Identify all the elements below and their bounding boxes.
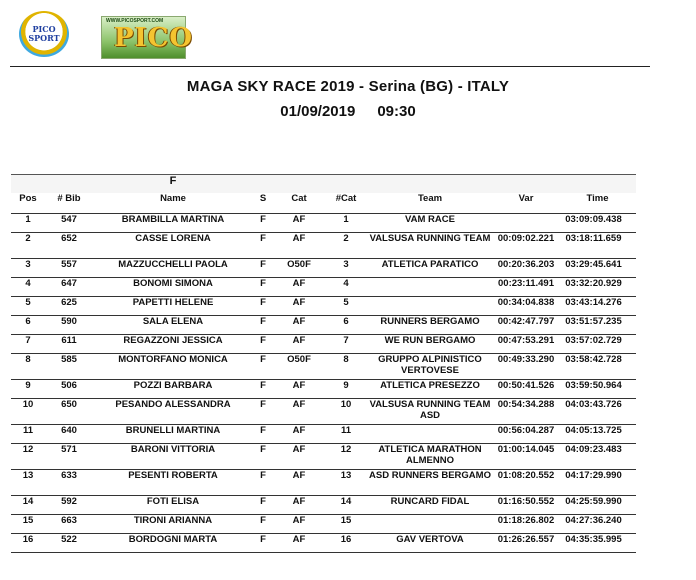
cell-name: BRAMBILLA MARTINA [93,214,253,233]
cell-cat: AF [273,534,325,553]
cell-sex: F [253,534,273,553]
cell-cat: AF [273,399,325,425]
cell-bib: 650 [45,399,93,425]
cell-catpos: 14 [325,496,367,515]
cell-sex: F [253,278,273,297]
cell-pos: 16 [11,534,45,553]
cell-catpos: 6 [325,316,367,335]
cell-var: 00:49:33.290 [493,354,559,380]
cell-team: GRUPPO ALPINISTICO VERTOVESE [367,354,493,380]
cell-pos: 2 [11,233,45,259]
cell-var: 00:34:04.838 [493,297,559,316]
cell-catpos: 5 [325,297,367,316]
cell-cat: AF [273,214,325,233]
table-row [11,316,636,335]
cell-sex: F [253,297,273,316]
cell-var: 00:56:04.287 [493,425,559,444]
table-row [11,278,636,297]
cell-cat: AF [273,425,325,444]
cell-pos: 7 [11,335,45,354]
cell-bib: 625 [45,297,93,316]
race-date: 01/09/2019 [280,103,356,120]
cell-pos: 4 [11,278,45,297]
cell-pos: 5 [11,297,45,316]
cell-name: PESENTI ROBERTA [93,470,253,496]
cell-name: PESANDO ALESSANDRA [93,399,253,425]
cell-team [367,425,493,444]
cell-sex: F [253,380,273,399]
cell-var: 01:16:50.552 [493,496,559,515]
cell-bib: 585 [45,354,93,380]
col-header-cat: Cat [273,193,325,214]
cell-bib: 590 [45,316,93,335]
cell-catpos: 11 [325,425,367,444]
cell-bib: 557 [45,259,93,278]
cell-cat: AF [273,380,325,399]
col-header-team: Team [367,193,493,214]
cell-name: TIRONI ARIANNA [93,515,253,534]
cell-var: 01:00:14.045 [493,444,559,470]
cell-var: 00:54:34.288 [493,399,559,425]
col-header-catpos: #Cat [325,193,367,214]
table-row [11,214,636,233]
cell-bib: 640 [45,425,93,444]
logo-big-text: PICO [114,23,194,53]
cell-name: SALA ELENA [93,316,253,335]
cell-name: CASSE LORENA [93,233,253,259]
cell-cat: O50F [273,354,325,380]
logo-small-text: WWW.PICOSPORT.COM [106,18,164,24]
cell-cat: AF [273,316,325,335]
cell-cat: AF [273,335,325,354]
cell-cat: AF [273,233,325,259]
cell-cat: AF [273,470,325,496]
cell-name: REGAZZONI JESSICA [93,335,253,354]
cell-cat: AF [273,278,325,297]
col-header-bib: # Bib [45,193,93,214]
cell-time: 04:27:36.240 [559,515,636,534]
cell-time: 04:09:23.483 [559,444,636,470]
cell-name: BARONI VITTORIA [93,444,253,470]
results-table [11,174,636,553]
cell-team: VAM RACE [367,214,493,233]
cell-var: 00:50:41.526 [493,380,559,399]
cell-time: 04:05:13.725 [559,425,636,444]
table-row [11,470,636,496]
picosport-round-logo [19,11,69,57]
cell-var: 01:18:26.802 [493,515,559,534]
cell-pos: 13 [11,470,45,496]
cell-team: RUNCARD FIDAL [367,496,493,515]
table-row [11,425,636,444]
cell-cat: O50F [273,259,325,278]
cell-catpos: 7 [325,335,367,354]
table-row [11,297,636,316]
cell-pos: 8 [11,354,45,380]
group-row [11,175,636,194]
cell-time: 03:29:45.641 [559,259,636,278]
cell-catpos: 3 [325,259,367,278]
cell-sex: F [253,496,273,515]
cell-catpos: 13 [325,470,367,496]
cell-sex: F [253,354,273,380]
cell-name: BONOMI SIMONA [93,278,253,297]
cell-bib: 652 [45,233,93,259]
col-header-sex: S [253,193,273,214]
col-header-pos: Pos [11,193,45,214]
cell-cat: AF [273,297,325,316]
cell-time: 03:18:11.659 [559,233,636,259]
col-header-var: Var [493,193,559,214]
cell-team [367,297,493,316]
table-row [11,354,636,380]
cell-name: PAPETTI HELENE [93,297,253,316]
cell-team [367,515,493,534]
cell-team: ATLETICA PARATICO [367,259,493,278]
cell-sex: F [253,470,273,496]
cell-sex: F [253,515,273,534]
cell-sex: F [253,335,273,354]
cell-sex: F [253,399,273,425]
cell-pos: 15 [11,515,45,534]
table-row [11,444,636,470]
cell-pos: 14 [11,496,45,515]
cell-name: FOTI ELISA [93,496,253,515]
cell-pos: 12 [11,444,45,470]
table-row [11,496,636,515]
cell-team: VALSUSA RUNNING TEAM [367,233,493,259]
table-header-row [11,193,636,214]
col-header-time: Time [559,193,636,214]
cell-catpos: 8 [325,354,367,380]
cell-catpos: 2 [325,233,367,259]
cell-catpos: 10 [325,399,367,425]
cell-time: 03:58:42.728 [559,354,636,380]
cell-sex: F [253,425,273,444]
cell-time: 03:51:57.235 [559,316,636,335]
cell-time: 04:03:43.726 [559,399,636,425]
table-row [11,259,636,278]
cell-time: 04:17:29.990 [559,470,636,496]
cell-bib: 547 [45,214,93,233]
race-time: 09:30 [377,103,416,120]
cell-time: 03:09:09.438 [559,214,636,233]
cell-name: MAZZUCCHELLI PAOLA [93,259,253,278]
cell-var: 00:20:36.203 [493,259,559,278]
cell-name: MONTORFANO MONICA [93,354,253,380]
cell-team: RUNNERS BERGAMO [367,316,493,335]
cell-var: 00:09:02.221 [493,233,559,259]
cell-team: GAV VERTOVA [367,534,493,553]
logo-text-line-2: SPORT [28,33,60,43]
cell-bib: 647 [45,278,93,297]
logo-text-line-1: PICO [32,24,56,34]
cell-cat: AF [273,496,325,515]
col-header-name: Name [93,193,253,214]
cell-bib: 522 [45,534,93,553]
cell-team: ASD RUNNERS BERGAMO [367,470,493,496]
cell-name: POZZI BARBARA [93,380,253,399]
cell-catpos: 9 [325,380,367,399]
cell-bib: 663 [45,515,93,534]
cell-time: 03:32:20.929 [559,278,636,297]
cell-var: 00:42:47.797 [493,316,559,335]
cell-catpos: 15 [325,515,367,534]
cell-pos: 9 [11,380,45,399]
cell-time: 03:59:50.964 [559,380,636,399]
cell-bib: 506 [45,380,93,399]
table-row [11,380,636,399]
cell-pos: 11 [11,425,45,444]
cell-pos: 10 [11,399,45,425]
table-row [11,399,636,425]
cell-team: VALSUSA RUNNING TEAM ASD [367,399,493,425]
group-label: F [93,175,253,194]
table-row [11,534,636,553]
cell-cat: AF [273,444,325,470]
cell-catpos: 4 [325,278,367,297]
cell-catpos: 12 [325,444,367,470]
cell-name: BORDOGNI MARTA [93,534,253,553]
cell-team: WE RUN BERGAMO [367,335,493,354]
cell-bib: 633 [45,470,93,496]
cell-time: 03:43:14.276 [559,297,636,316]
cell-pos: 6 [11,316,45,335]
cell-var [493,214,559,233]
cell-var: 00:47:53.291 [493,335,559,354]
race-datetime [0,103,696,120]
cell-catpos: 16 [325,534,367,553]
cell-team [367,278,493,297]
cell-time: 03:57:02.729 [559,335,636,354]
cell-var: 00:23:11.491 [493,278,559,297]
cell-var: 01:26:26.557 [493,534,559,553]
cell-var: 01:08:20.552 [493,470,559,496]
table-row [11,233,636,259]
cell-bib: 592 [45,496,93,515]
cell-time: 04:25:59.990 [559,496,636,515]
cell-catpos: 1 [325,214,367,233]
cell-name: BRUNELLI MARTINA [93,425,253,444]
table-row [11,335,636,354]
cell-sex: F [253,444,273,470]
cell-cat: AF [273,515,325,534]
cell-sex: F [253,259,273,278]
cell-pos: 3 [11,259,45,278]
table-row [11,515,636,534]
cell-sex: F [253,214,273,233]
header-divider [10,66,650,67]
cell-bib: 611 [45,335,93,354]
cell-sex: F [253,233,273,259]
pico-banner-logo [101,16,194,59]
cell-team: ATLETICA PRESEZZO [367,380,493,399]
cell-time: 04:35:35.995 [559,534,636,553]
cell-bib: 571 [45,444,93,470]
cell-team: ATLETICA MARATHON ALMENNO [367,444,493,470]
cell-pos: 1 [11,214,45,233]
cell-sex: F [253,316,273,335]
page-title: MAGA SKY RACE 2019 - Serina (BG) - ITALY [186,78,510,95]
